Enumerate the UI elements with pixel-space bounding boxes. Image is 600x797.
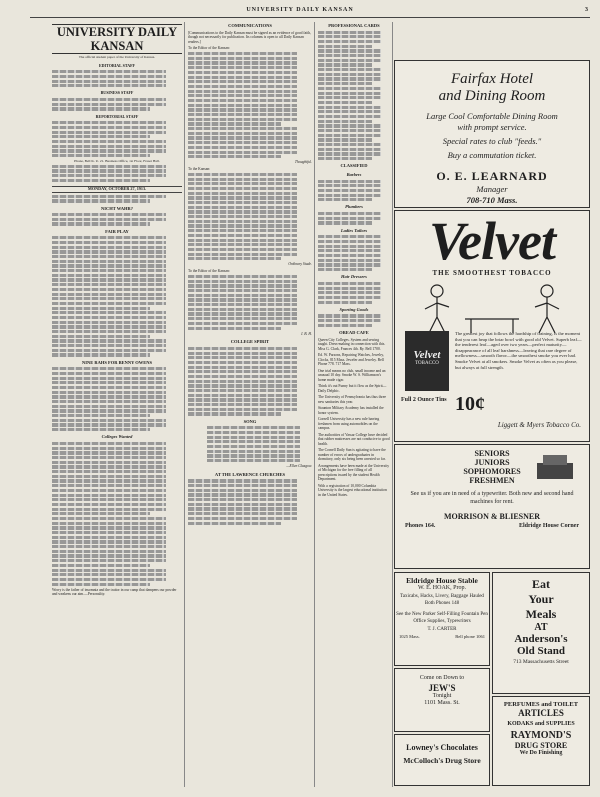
stable-footer (399, 634, 485, 639)
note-penn: The University of Pennsylvania has thus three new sanitaries this year. (318, 395, 386, 404)
jews-address: 1101 Mass. St. (424, 700, 460, 706)
stable-proprietor: T. J. CARTER (427, 626, 457, 632)
heading-churches: AT THE LAWRENCE CHURCHES (214, 471, 286, 477)
header-rule (30, 17, 590, 18)
letter-2-signature: Ordinary Stude. (288, 262, 312, 267)
heading-nicht-wahr: NICHT WAHR? (101, 205, 133, 211)
heading-barbers: Barbers (346, 171, 362, 177)
velvet-tin (405, 331, 449, 391)
chocolates-ad (394, 734, 490, 786)
velvet-price-value: 10 (455, 393, 475, 415)
heading-college-spirit: COLLEGE SPIRIT (230, 339, 270, 345)
velvet-tin-sub: TOBACCO (415, 361, 439, 366)
reportorial-staff-heading: REPORTORIAL STAFF (95, 113, 139, 119)
communications-column (188, 20, 312, 790)
heading-colleges-wanted: Colleges Wanted (101, 434, 133, 440)
column-divider (184, 22, 185, 787)
note-watches: Ed. W. Parsons, Repairing Watches, Jewelry, Clocks, 815 Mass. Jeweler and Jewelry. Bell Phone 778. 717 Mass. (318, 353, 384, 366)
column-divider (392, 22, 393, 787)
heading-professional-cards: PROFESSIONAL CARDS (328, 23, 380, 28)
eat-line3: Meals (525, 607, 557, 621)
jews-line1: Come on Down to (419, 675, 465, 681)
letter-3-signature: I. B. H. (301, 331, 312, 336)
perfumes-line1: PERFUMES and TOILET (503, 701, 579, 708)
perfumes-line3: KODAKS and SUPPLIES (507, 721, 575, 727)
issue-date: MONDAY, OCTOBER 27, 1913. (52, 186, 182, 193)
hotel-address: 708-710 Mass. (466, 195, 518, 205)
hotel-ad (394, 60, 590, 208)
jews-line3: Tonight (432, 692, 452, 699)
hotel-line4: Buy a commutation ticket. (447, 150, 537, 160)
editorial-column (52, 20, 182, 790)
juniors-line: JUNIORS (474, 458, 510, 467)
note-cornell: Cornell University has a new rule barring freshmen from using automobiles on the campus. (318, 417, 380, 430)
page-number: 3 (585, 7, 589, 13)
seniors-line: SENIORS (474, 449, 510, 458)
stable-ad (394, 572, 490, 666)
eat-line6: Old Stand (517, 645, 565, 657)
typewriter-copy: See us if you are in need of a typewriter. Both new and second hand machines for rent. (410, 491, 574, 505)
heading-fair-play: FAIR PLAY (105, 228, 129, 234)
stable-office: Office Supplies, Typewriters (413, 619, 471, 624)
stable-phone: Both Phones 148 (424, 601, 460, 606)
heading-ladies-tailors: Ladies Tailors (340, 227, 368, 233)
typewriter-ad (394, 444, 590, 569)
hotel-line3: Special rates to club "feeds." (442, 136, 542, 146)
business-staff-heading: BUSINESS STAFF (100, 90, 134, 96)
note-arrangements: Arrangements have been made at the University of Michigan for the free filling of all prescriptions issued by the student Health Department. (318, 463, 390, 481)
chocolates-line1: Lowney's Chocolates (406, 743, 478, 752)
perfumes-line5: DRUG STORE (514, 741, 568, 750)
note-cigar: Think it's out Funny but it flow as the Spirit—Daily Delphic. (318, 384, 387, 393)
note-registration: With a registration of 10,000 Columbia University is the largest educational institution in the United States. (318, 483, 387, 497)
stable-owner: W. E. HOAK, Prop. (418, 585, 466, 591)
communications-intro: [Communications to the Daily Kansan must be signed as an evidence of good faith, though not necessarily for publication. Its columns is open to all Daily Kansan readers.] (188, 30, 312, 44)
hotel-line2: with prompt service. (457, 122, 527, 132)
smokers-illustration (395, 277, 589, 337)
hotel-manager: O. E. LEARNARD (436, 169, 548, 183)
page-header (0, 7, 600, 13)
stable-bell: Bell phone 1061 (455, 634, 485, 639)
note-trial: One trial means no club, small income and an unusual 10 day. Smoke W. S. Williamson's home made cigar. (318, 368, 386, 382)
oread-cafe: OREAD CAFE (339, 329, 369, 335)
freshmen-line: FRESHMEN (469, 476, 515, 485)
velvet-tagline: THE SMOOTHEST TOBACCO (432, 269, 552, 277)
note-vassar: The authorities of Vassar College have decided that rubber mattresses are not conducive to good health. (318, 432, 390, 446)
jews-ad (394, 668, 490, 732)
heading-communications: COMMUNICATIONS (228, 23, 272, 28)
masthead-title: UNIVERSITY DAILY KANSAN (52, 24, 182, 54)
hotel-name-line2: and Dining Room (438, 88, 546, 104)
note-cornell-daily: The Cornell Daily Sun is agitating to have the number of errors of undergraduates in dormitory, only six being been arrested so far. (318, 448, 386, 461)
perfumes-line4: RAYMOND'S (510, 730, 572, 741)
heading-sporting-goods: Sporting Goods (339, 306, 369, 312)
velvet-price-unit: ¢ (475, 393, 485, 415)
eat-line1: Eat (532, 577, 550, 591)
stable-name: Eldridge House Stable (406, 576, 478, 585)
hotel-manager-title: Manager (476, 184, 508, 194)
jews-line2: JEW'S (428, 682, 456, 693)
stable-services: Taxicabs, Hacks, Livery, Baggage Hauled (400, 593, 484, 599)
letter-1-salutation: To the Editor of the Kansan: (188, 46, 230, 51)
column-divider (314, 22, 315, 787)
note-military: Staunton Military Academy has installed the honor system. (318, 406, 384, 415)
eat-line5: Anderson's (514, 633, 568, 645)
typewriter-illustration (535, 453, 575, 481)
heading-classified: CLASSIFIED (340, 163, 368, 169)
masthead-subtitle: The official student paper of the University of Kansas. (78, 55, 156, 59)
stable-address: 1025 Mass. (399, 634, 420, 639)
note-gym: Queen City Colleges. System and sewing taught. Dress-making in connection with this. Miss G. Clark, Frances 4th. Ry. Bell 1700. (318, 337, 386, 351)
hotel-line1: Large Cool Comfortable Dining Room (426, 111, 558, 121)
heading-benny-owens: NINE RAHS FOR BENNY OWENS (81, 359, 153, 365)
editorial-staff-heading: EDITORIAL STAFF (99, 62, 135, 68)
velvet-price-label: Full 2 Ounce Tins (401, 397, 447, 403)
eat-line2: Your (528, 592, 554, 606)
typewriter-phone: Phones 164. (405, 523, 436, 529)
velvet-ad (394, 210, 590, 442)
cards-column (318, 20, 390, 790)
heading-hair-dressers: Hair Dressers (341, 274, 367, 280)
perfumes-line2: ARTICLES (518, 708, 564, 718)
heading-song: SONG (243, 418, 257, 424)
song-author: —Ellen Glasgow. (286, 464, 312, 469)
letter-2-salutation: To the Kansan: (188, 166, 211, 171)
perfumes-line6: We Do Finishing (519, 750, 563, 756)
heading-plumbers: Plumbers (345, 204, 363, 210)
eat-line4: AT (534, 622, 548, 633)
phones-line: Phone, Bell K. U. 21. Business Office, 1st Floor, Fraser Hall. (74, 158, 160, 163)
closing-quote: Worry is the father of insomnia and the traitor in our camp that dampens our powder and weakens our aim.—Personality. (52, 587, 177, 597)
stable-pen: See the New Parker Self-Filling Fountain Pen (396, 611, 488, 617)
header-title: UNIVERSITY DAILY KANSAN (246, 7, 354, 13)
hotel-name-line1: Fairfax Hotel (450, 71, 534, 87)
typewriter-footer (405, 523, 579, 529)
sophomores-line: SOPHOMORES (463, 467, 521, 476)
chocolates-line2: McColloch's Drug Store (403, 756, 481, 765)
eat-address: 713 Massachusetts Street (513, 659, 569, 665)
velvet-brand: Velvet (429, 211, 555, 271)
typewriter-firm: MORRISON & BLIESNER (443, 512, 540, 521)
letter-1-signature: Thoughtful. (294, 160, 312, 165)
typewriter-location: Eldridge House Corner (519, 523, 579, 529)
velvet-maker: Liggett & Myers Tobacco Co. (497, 421, 581, 429)
velvet-price (455, 393, 485, 416)
velvet-copy: The greatest joy that follows the hardship of training, is the moment that you can heap the briar bowl with good old Velvet. Superb leaf—the tenderest leaf—aged over two years—perfect maturity—disappearance of all leaf harshness—leaving that rare degree of mellowness—smooth flavor—the smoothest smoke you ever had. Smoke Velvet at all smokers. Smoke Velvet as often as you please, but always at full strength. (455, 331, 582, 370)
eat-ad (492, 572, 590, 694)
letter-3-salutation: To the Editor of the Kansan: (188, 268, 230, 273)
perfumes-ad (492, 696, 590, 786)
velvet-tin-label: Velvet (413, 349, 441, 361)
